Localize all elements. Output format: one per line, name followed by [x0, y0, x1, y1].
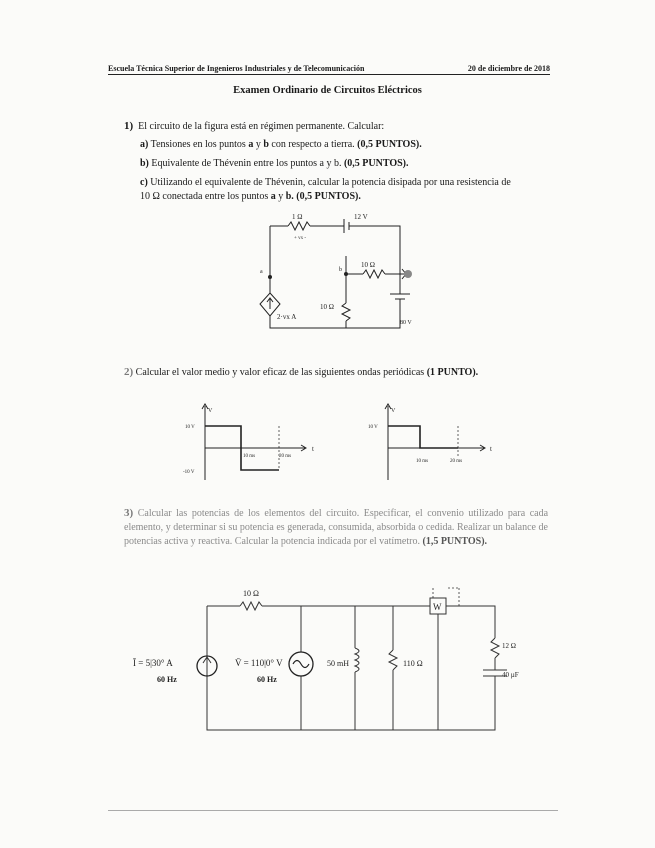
inductor-coil [355, 648, 359, 672]
circuit-1-diagram [240, 208, 430, 340]
label-source: 2·vx A [277, 313, 297, 321]
resistor-10ohm-top [363, 270, 385, 278]
resistor-10ohm-mid [342, 303, 350, 321]
node-b-dot [344, 272, 348, 276]
item-a-and: y [255, 139, 261, 150]
question-2-text: Calcular el valor medio y valor eficaz de las siguientes ondas periódicas [135, 367, 425, 378]
label-r12: 12 Ω [502, 642, 516, 650]
wave2-t1: 10 ms [416, 459, 429, 464]
label-vx: + vx - [294, 236, 306, 241]
wave1-t2: 20 ms [279, 454, 292, 459]
label-inductor: 50 mH [327, 659, 349, 668]
label-v80: 80 V [400, 320, 412, 326]
label-r110: 110 Ω [403, 659, 423, 668]
wave1-vmax: 10 V [185, 425, 195, 430]
question-2-points: (1 PUNTO). [426, 367, 479, 378]
label-wattmeter: W [433, 602, 442, 612]
wave1-vmin: -10 V [183, 470, 195, 475]
item-b-points: (0,5 PUNTOS). [343, 158, 409, 169]
waveform-2 [360, 400, 510, 485]
item-c-label: c) [140, 177, 148, 188]
question-3-points-2: PUNTOS). [440, 536, 488, 547]
question-1-intro [124, 119, 384, 134]
wave1-axis-t: t [312, 445, 314, 453]
label-r1: 1 Ω [292, 213, 303, 221]
item-a-rest: con respecto a tierra. [271, 139, 355, 150]
wave1-axis-v: V [208, 408, 213, 414]
item-c-and: y [278, 191, 284, 202]
label-r10: 10 Ω [243, 589, 259, 598]
bottom-rule [108, 810, 558, 811]
label-v12: 12 V [354, 213, 368, 221]
resistor-10ohm [240, 602, 262, 610]
wave2-t2: 20 ms [450, 459, 463, 464]
exam-title: Examen Ordinario de Circuitos Eléctricos [233, 85, 422, 96]
wave2-axis-t: t [490, 445, 492, 453]
ac-wave-icon [293, 661, 309, 668]
question-2 [124, 365, 478, 380]
item-a-points: (0,5 PUNTOS). [357, 139, 422, 150]
item-c-points: (0,5 PUNTOS). [296, 191, 361, 202]
item-c-point-a: a [270, 191, 276, 202]
label-node-b: b [339, 267, 342, 273]
item-a-label: a) [140, 139, 149, 150]
question-2-number: 2) [124, 366, 134, 378]
school-name: Escuela Técnica Superior de Ingenieros Industriales y de Telecomunicación [108, 64, 365, 73]
question-1-number: 1) [124, 120, 134, 132]
question-3 [124, 506, 548, 549]
resistor-1ohm [288, 222, 310, 230]
circuit-3-diagram [125, 580, 535, 740]
label-node-a: a [260, 269, 263, 275]
resistor-12ohm [491, 638, 499, 658]
question-1-text: El circuito de la figura está en régimen permanente. Calcular: [138, 121, 385, 132]
waveform-1 [175, 400, 325, 485]
item-b-text: Equivalente de Thévenin entre los puntos a y b. [151, 158, 342, 169]
label-voltage-freq: 60 Hz [257, 675, 277, 684]
page-header [108, 64, 550, 75]
question-1b [140, 157, 409, 171]
item-c-point-b: b. [285, 191, 294, 202]
item-c-text-1: Utilizando el equivalente de Thévenin, calcular la potencia disipada por una resistencia de [150, 177, 511, 188]
item-a-point-a: a [248, 139, 254, 150]
label-voltage-source: V̄ = 110|0° V [235, 658, 283, 668]
label-capacitor: 40 µF [502, 671, 519, 679]
wave2-vmax: 10 V [368, 425, 378, 430]
label-r10-top: 10 Ω [361, 261, 375, 269]
question-3-number: 3) [124, 507, 134, 519]
wave2-axis-v: V [391, 408, 396, 414]
item-c-text-2: 10 Ω conectada entre los puntos [140, 191, 269, 202]
ground-icon [404, 270, 412, 278]
item-b-label: b) [140, 158, 149, 169]
question-3-line-1: Calcular las potencias de los elementos del circuito. Especificar, el convenio utilizado para cada [137, 508, 549, 519]
exam-date: 20 de diciembre de 2018 [467, 64, 550, 73]
label-r10-mid: 10 Ω [320, 303, 334, 311]
resistor-110ohm [389, 650, 397, 670]
node-a-dot [268, 275, 272, 279]
question-3-line-3: balance de potencias activa y reactiva. Calcular la potencia indicada por el vatímetro. [124, 522, 548, 547]
item-a-text: Tensiones en los puntos [150, 139, 246, 150]
question-1a [140, 138, 422, 152]
label-current-freq: 60 Hz [157, 675, 177, 684]
label-current-source: Ī = 5|30° A [133, 658, 173, 668]
item-a-point-b: b [263, 139, 269, 150]
question-1c [140, 176, 550, 204]
wave1-t1: 10 ms [243, 454, 256, 459]
question-3-points-1: (1,5 [422, 536, 439, 547]
question-3-line-2: elemento, y determinar si su potencia es generada, consumida, absorbida o cedida. Realizar un [124, 522, 503, 533]
